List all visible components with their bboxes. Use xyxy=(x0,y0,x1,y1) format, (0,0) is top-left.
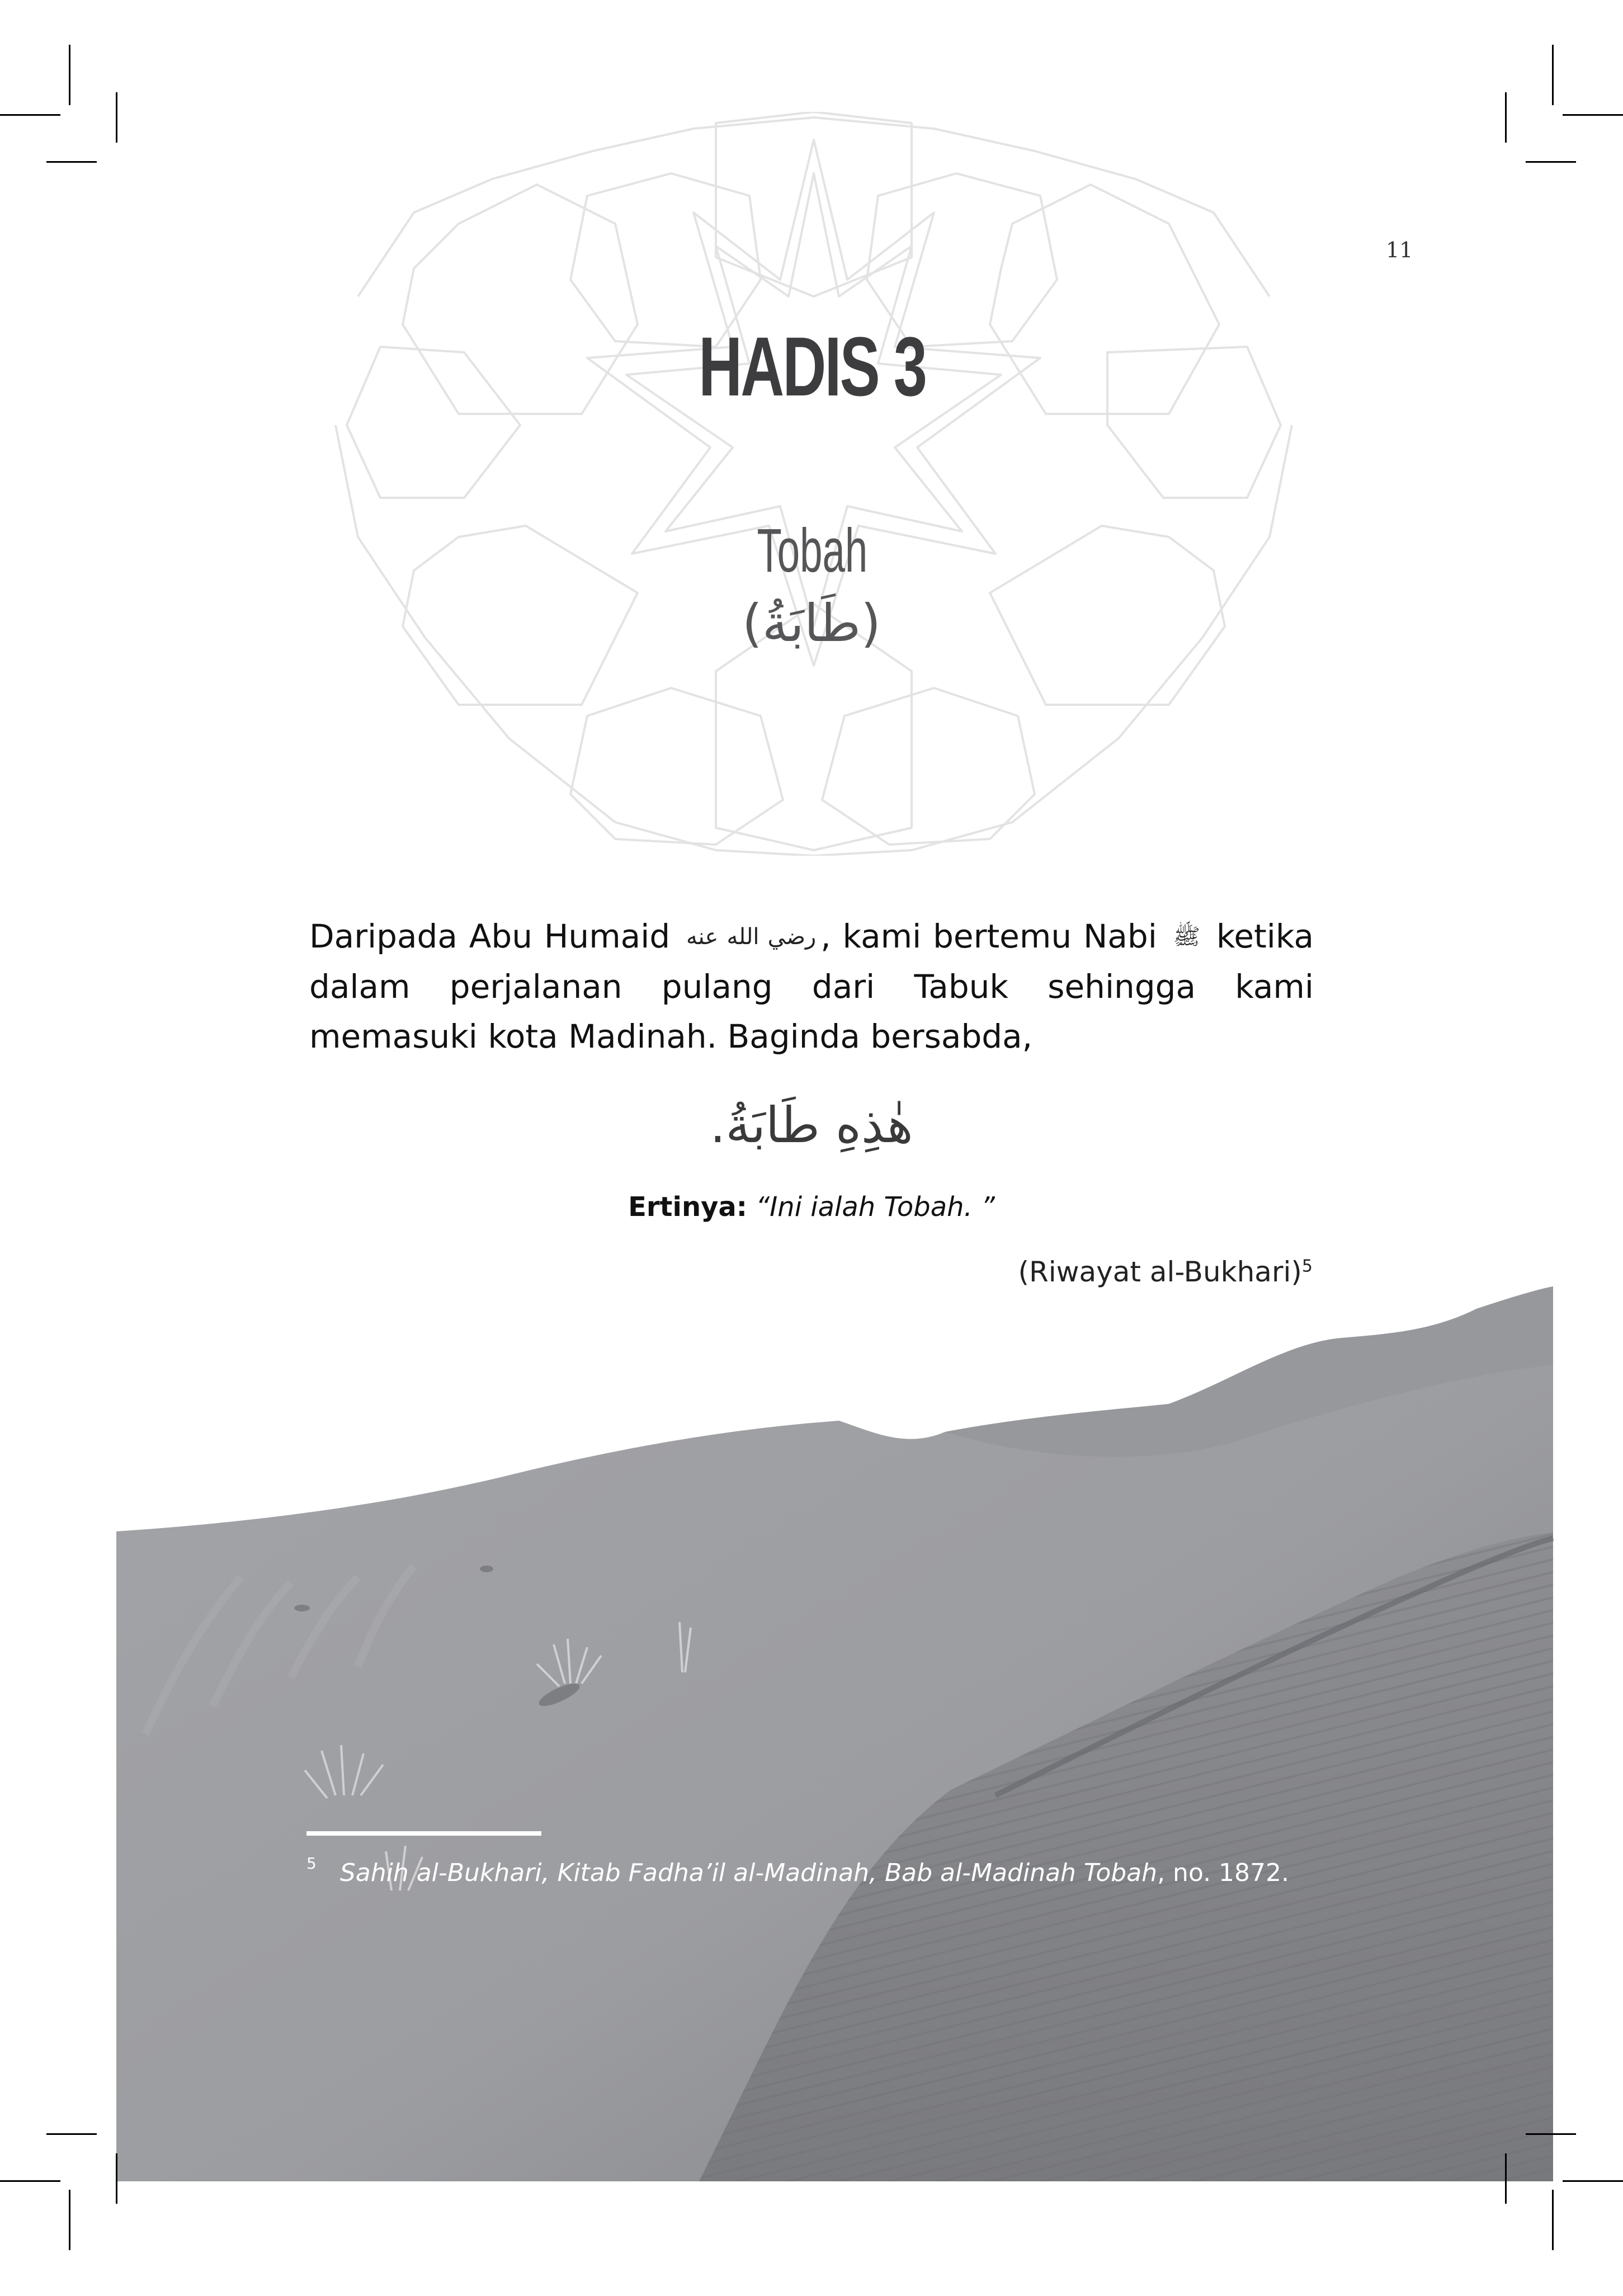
footnote xyxy=(306,1854,1289,1887)
footnote-source-number: , no. 1872. xyxy=(1157,1859,1290,1887)
chapter-subtitle-arabic: (طَابَةُ) xyxy=(742,593,881,653)
chapter-subtitle: Tobah xyxy=(757,516,868,585)
crop-mark xyxy=(1552,2190,1554,2250)
honorific-prophet-icon: ﷺ xyxy=(1173,924,1200,950)
intro-text-part2: , kami bertemu Nabi xyxy=(820,917,1157,955)
translation-text: “Ini ialah Tobah. ” xyxy=(756,1191,995,1223)
chapter-title: HADIS 3 xyxy=(699,319,926,413)
footnote-divider xyxy=(306,1831,541,1836)
page-number: 11 xyxy=(1386,238,1413,262)
footnote-number: 5 xyxy=(306,1854,317,1873)
crop-mark xyxy=(1505,2153,1507,2204)
intro-text-part3: ketika dalam perjalanan pulang dari Tabuk sehingga kami memasuki kota Madinah. Baginda bersabda, xyxy=(309,917,1314,1055)
translation-label: Ertinya: xyxy=(628,1191,747,1223)
crop-mark xyxy=(0,2180,60,2182)
footnote-reference[interactable]: 5 xyxy=(1301,1256,1313,1276)
crop-mark xyxy=(1563,2180,1623,2182)
hadith-arabic-text: هٰذِهِ طَابَةُ. xyxy=(710,1096,913,1154)
narration-text: (Riwayat al-Bukhari) xyxy=(1018,1256,1302,1288)
honorific-companion-icon: رضي الله عنه xyxy=(686,924,817,950)
crop-mark xyxy=(69,2190,70,2250)
crop-mark xyxy=(1526,2133,1576,2135)
crop-mark xyxy=(116,2153,117,2204)
intro-text-part1: Daripada Abu Humaid xyxy=(309,917,671,955)
footnote-source-title: Sahih al-Bukhari, Kitab Fadha’il al-Madinah, Bab al-Madinah Tobah xyxy=(339,1859,1158,1887)
crop-mark xyxy=(46,2133,97,2135)
